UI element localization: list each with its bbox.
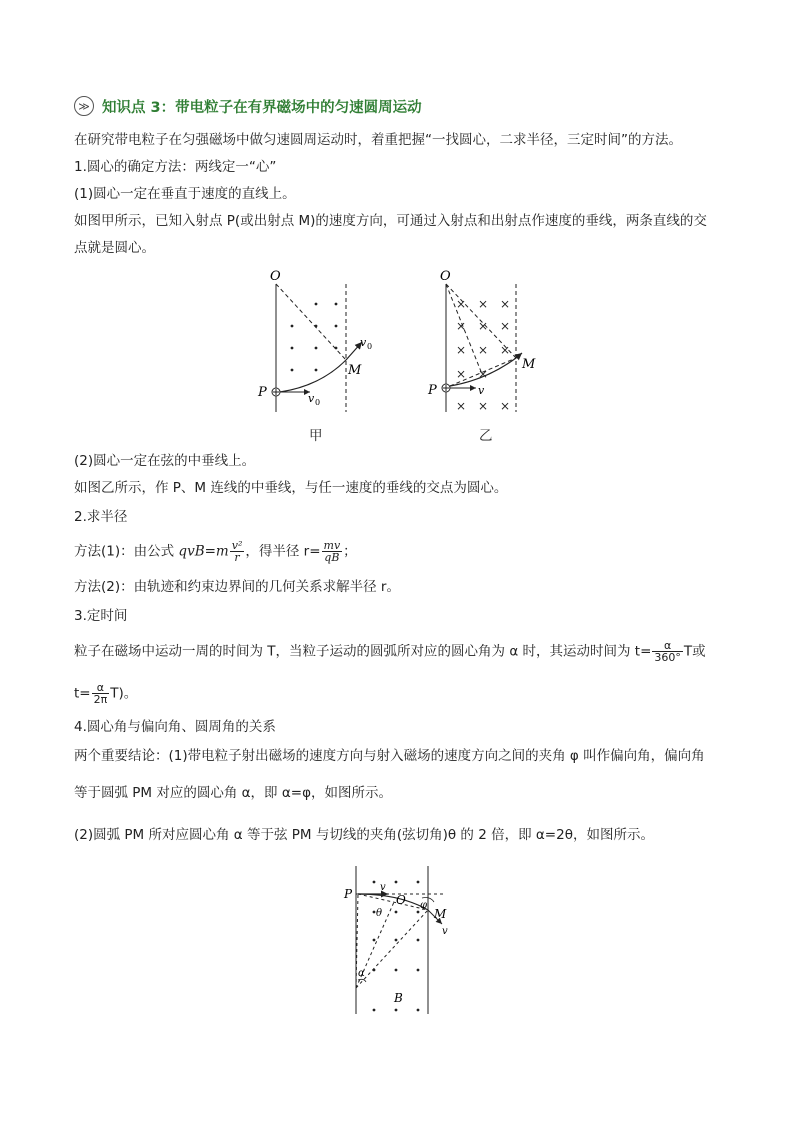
label-v: v xyxy=(478,384,485,397)
section4-conclusion1: 两个重要结论：(1)带电粒子射出磁场的速度方向与射入磁场的速度方向之间的夹角 φ 叫作偏向角，偏向角 xyxy=(74,748,705,764)
section3-title: 3.定时间 xyxy=(74,608,128,624)
figure-yi xyxy=(420,262,560,422)
svg-text:×: × xyxy=(478,297,489,311)
intro-paragraph: 在研究带电粒子在匀强磁场中做匀速圆周运动时，着重把握“一找圆心，二求半径，三定时间”的方法。 xyxy=(74,132,682,148)
svg-text:×: × xyxy=(500,343,511,357)
label-v0-bottom: v xyxy=(308,392,315,405)
section2-method2: 方法(2)：由轨迹和约束边界间的几何关系求解半径 r。 xyxy=(74,579,400,595)
method1-equation: qvB=m xyxy=(178,543,229,560)
label-v0-top: v xyxy=(360,336,367,349)
figure-jia xyxy=(250,262,390,422)
label-M: M xyxy=(348,363,362,378)
section-heading xyxy=(74,94,422,118)
section1-item2: (2)圆心一定在弦的中垂线上。 xyxy=(74,453,256,469)
section3-text-line1: 粒子在磁场中运动一周的时间为 T，当粒子运动的圆弧所对应的圆心角为 α 时，其运动时间为 t= $\frac{\alpha}{360^\circ}$ T或 xyxy=(74,639,706,664)
svg-text:×: × xyxy=(500,319,511,333)
label-O: O xyxy=(440,269,451,284)
label-M: M xyxy=(434,907,447,921)
fraction-alpha-2pi: $\frac{\alpha}{2\pi}$ xyxy=(93,681,108,706)
label-v0-top-sub: 0 xyxy=(367,342,373,351)
label-O: O xyxy=(396,893,406,907)
section1-item1: (1)圆心一定在垂直于速度的直线上。 xyxy=(74,186,296,202)
label-M: M xyxy=(522,357,536,372)
section4-conclusion1b: 等于圆弧 PM 对应的圆心角 α，即 α=φ，如图所示。 xyxy=(74,785,392,801)
svg-text:×: × xyxy=(456,297,467,311)
section-title: 知识点 3：带电粒子在有界磁场中的匀速圆周运动 xyxy=(102,99,422,116)
label-theta: θ xyxy=(376,908,383,919)
label-phi: φ xyxy=(420,900,428,911)
section2-method1: 方法(1)：由公式 qvB=m $\frac{\text{v²}}{r}$ ，得半径 r= $\frac{mv}{qB}$ ； xyxy=(74,539,357,564)
method1-prefix: 方法(1)：由公式 xyxy=(74,543,179,560)
label-B: B xyxy=(394,991,403,1005)
label-v0-bottom-sub: 0 xyxy=(315,398,321,407)
field-dots xyxy=(291,303,338,372)
chord-PM xyxy=(358,894,428,910)
caption-jia: 甲 xyxy=(309,428,323,444)
svg-text:×: × xyxy=(456,367,467,381)
section3-text-line2: t= $\frac{\alpha}{2\pi}$ T)。 xyxy=(74,681,138,706)
label-P: P xyxy=(428,383,437,398)
svg-text:×: × xyxy=(500,297,511,311)
section1-item1-desc-line1: 如图甲所示，已知入射点 P(或出射点 M)的速度方向，可通过入射点和出射点作速度的垂线，两条直线的交 xyxy=(74,213,707,229)
fraction-mv-qB: $\frac{mv}{qB}$ xyxy=(323,539,341,564)
caption-yi: 乙 xyxy=(479,428,493,444)
radius-OM xyxy=(356,910,428,988)
svg-text:×: × xyxy=(478,319,489,333)
label-P: P xyxy=(344,887,353,901)
svg-text:×: × xyxy=(478,343,489,357)
svg-text:×: × xyxy=(478,367,489,381)
svg-text:×: × xyxy=(456,343,467,357)
section1-title: 1.圆心的确定方法：两线定一“心” xyxy=(74,159,277,175)
section1-item2-desc: 如图乙所示，作 P、M 连线的中垂线，与任一速度的垂线的交点为圆心。 xyxy=(74,480,508,496)
label-P: P xyxy=(258,385,267,400)
method1-mid: ，得半径 r= xyxy=(245,543,321,560)
label-v-right: v xyxy=(442,926,448,937)
fraction-v2-r: $\frac{\text{v²}}{r}$ xyxy=(231,539,243,564)
section4-conclusion2: (2)圆弧 PM 所对应圆心角 α 等于弦 PM 与切线的夹角(弦切角)θ 的 2 倍，即 α=2θ，如图所示。 xyxy=(74,827,654,843)
section1-item1-desc-line2: 点就是圆心。 xyxy=(74,240,155,256)
svg-text:×: × xyxy=(500,399,511,413)
fraction-alpha-360: $\frac{\alpha}{360^\circ}$ xyxy=(654,639,681,664)
section2-title: 2.求半径 xyxy=(74,509,128,525)
label-v-top: v xyxy=(380,882,386,893)
label-O: O xyxy=(270,269,281,284)
figure-angle-relation xyxy=(330,860,460,1020)
svg-text:×: × xyxy=(478,399,489,413)
svg-text:×: × xyxy=(456,399,467,413)
label-alpha: α xyxy=(358,968,365,979)
double-chevron-icon: ≫ xyxy=(74,96,94,116)
svg-text:×: × xyxy=(456,319,467,333)
section4-title: 4.圆心角与偏向角、圆周角的关系 xyxy=(74,719,276,735)
